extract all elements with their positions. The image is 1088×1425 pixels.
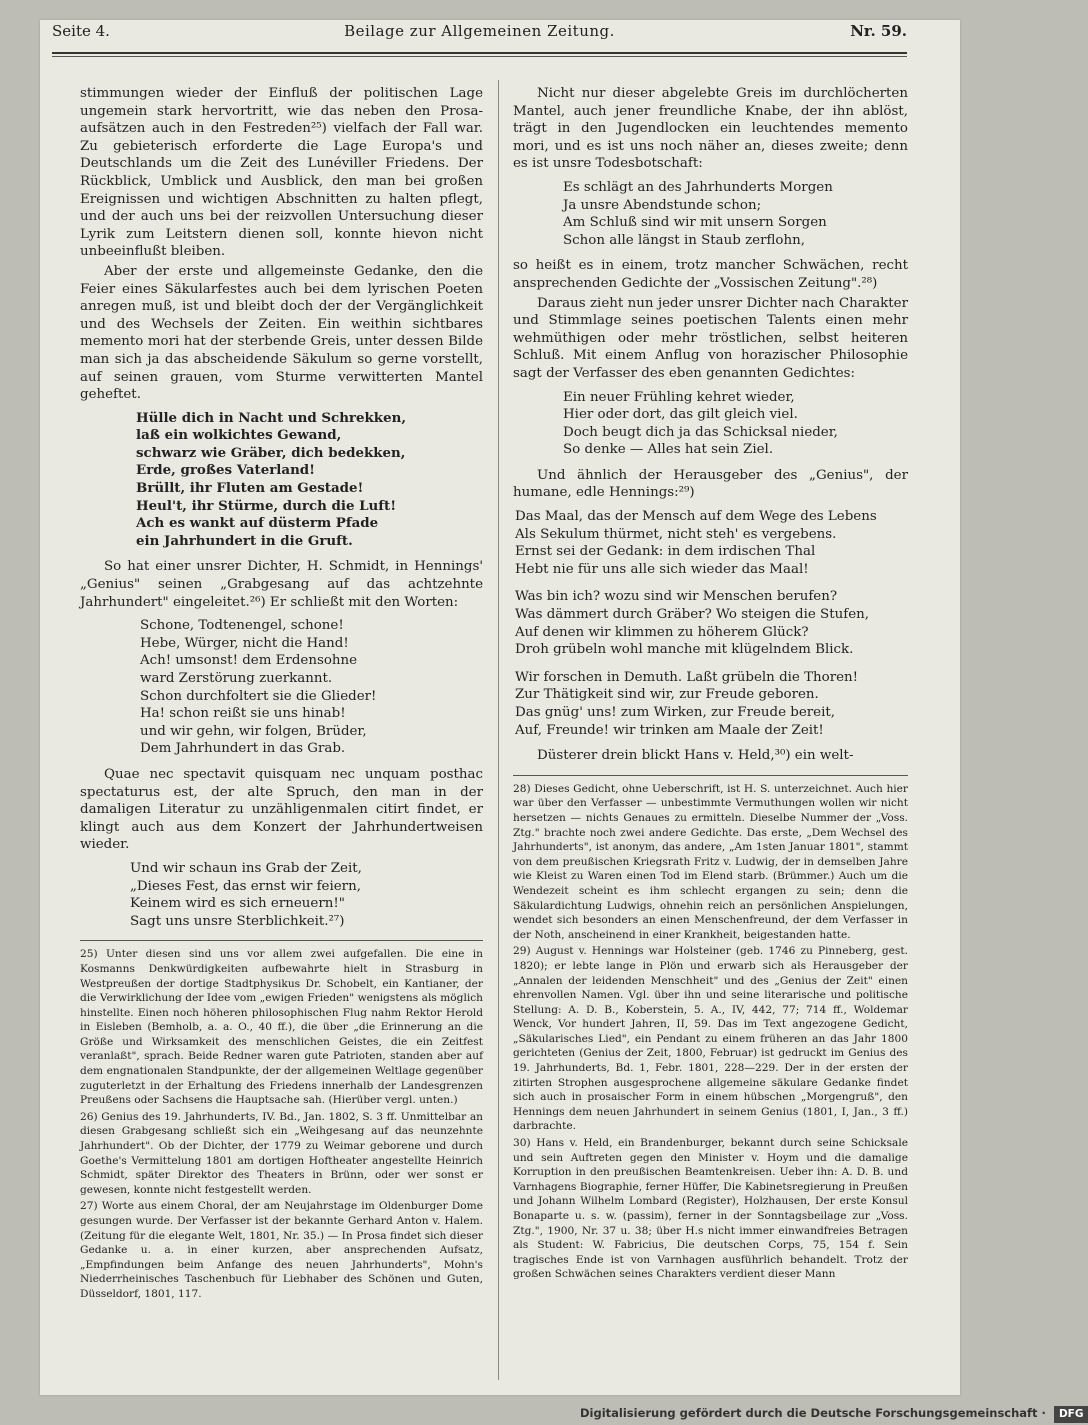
verse-line: laß ein wolkichtes Gewand, <box>136 427 342 444</box>
verse-line: Ja unsre Abendstunde schon; <box>563 197 762 213</box>
verse-line: Auf, Freunde! wir trinken am Maale der Zeit! <box>515 722 824 738</box>
paragraph: Und ähnlich der Herausgeber des „Genius", der humane, edle Hennings:²⁹) <box>513 467 908 501</box>
verse-line: Schon alle längst in Staub zerflohn, <box>563 232 805 248</box>
footnote-28: 28) Dieses Gedicht, ohne Ueberschrift, ist H. S. unterzeichnet. Auch hier war über den Verfasser — unbestimmte Vermuthungen wollen wir nicht hersetzen — nichts Genaues zu ermitteln. Dieselbe Nummer der „Voss. Ztg." brachte noch zwei andere Gedichte. Das erste, „Dem Wechsel des Jahrhunderts", ist anonym, das andere, „Am 1sten Januar 1801", stammt von dem preußischen Kriegsrath Fritz v. Ludwig, der in demselben Jahre wie Kleist zu Waren einen Tod im Elend starb. (Brümmer.) Auch um die Wendezeit scheint es ihm schlecht ergangen zu sein; denn die Säkulardichtung Ludwigs, ohnehin reich an persönlichen Anspielungen, wendet sich besonders an einen Menschenfreund, der dem Verfasser in der Noth, anscheinend in einer Krankheit, beigestanden hatte. <box>513 782 908 941</box>
stanza-gap <box>515 578 908 588</box>
poem-maal <box>515 508 908 739</box>
paragraph: Quae nec spectavit quisquam nec unquam posthac spectaturus est, der alte Spruch, den man in der damaligen Literatur zu unzähligenmalen citirt findet, er klingt auch aus dem Konzert der Jahrhundertweisen wieder. <box>80 766 483 853</box>
verse-line: ward Zerstörung zuerkannt. <box>140 671 333 686</box>
page-header <box>52 22 907 52</box>
poem-hulle <box>136 410 483 551</box>
verse-line: Droh grübeln wohl manche mit klügelndem Blick. <box>515 642 854 658</box>
header-rule-thin <box>52 56 907 57</box>
verse-line: Doch beugt dich ja das Schicksal nieder, <box>563 424 838 440</box>
publication-title: Beilage zur Allgemeinen Zeitung. <box>344 22 615 40</box>
verse-line: Hebe, Würger, nicht die Hand! <box>140 635 349 651</box>
paragraph: stimmungen wieder der Einfluß der politischen Lage ungemein stark hervortritt, wie das neben den Prosa-aufsätzen auch in den Festreden²⁵) vielfach der Fall war. Zu gebieterisch erforderte die Lage Europa's und Deutschlands um die Zeit des Lunéviller Friedens. Der Rückblick, Umblick und Ausblick, den man bei großen Ereignissen und wichtigen Abschnitten zu halten pflegt, und der auch uns bei der reizvollen Untersuchung dieser Lyrik zum Leitstern dienen soll, konnte hievon nicht unbeeinflußt bleiben. <box>80 86 483 260</box>
issue-number: Nr. 59. <box>850 22 907 40</box>
verse-line: Dem Jahrhundert in das Grab. <box>140 741 346 757</box>
verse-line: So denke — Alles hat sein Ziel. <box>563 442 774 458</box>
verse-line: Schon durchfoltert sie die Glieder! <box>140 688 377 704</box>
verse-line: Was bin ich? wozu sind wir Menschen berufen? <box>515 589 838 605</box>
paragraph: Nicht nur dieser abgelebte Greis im durchlöcherten Mantel, auch jener freundliche Knabe, der ihn ablöst, trägt in den Jugendlocken ein leuchtendes memento mori, und es ist uns noch näher an, dieses zweite; denn es ist unsre Todesbotschaft: <box>513 86 908 172</box>
verse-line: Brüllt, ihr Fluten am Gestade! <box>136 480 364 497</box>
right-column <box>513 85 908 1284</box>
verse-line: ein Jahrhundert in die Gruft. <box>136 532 353 549</box>
verse-line: schwarz wie Gräber, dich bedekken, <box>136 444 406 461</box>
credit-text: Digitalisierung gefördert durch die Deutsche Forschungsgemeinschaft · <box>580 1406 1046 1420</box>
verse-line: „Dieses Fest, das ernst wir feiern, <box>130 878 361 894</box>
verse-line: Das gnüg' uns! zum Wirken, zur Freude bereit, <box>515 705 836 720</box>
verse-line: Hebt nie für uns alle sich wieder das Maal! <box>515 561 809 577</box>
paragraph: So hat einer unsrer Dichter, H. Schmidt, in Hennings' „Genius" seinen „Grabgesang auf das achtzehnte Jahrhundert" eingeleitet.²⁶) Er schließt mit den Worten: <box>80 559 483 610</box>
paragraph: Daraus zieht nun jeder unsrer Dichter nach Charakter und Stimmlage seines poetischen Talents einen mehr wehmüthigen oder mehr tröstlichen, selbst heiteren Schluß. Mit einem Anflug von horazischer Philosophie sagt der Verfasser des eben genannten Gedichtes: <box>513 295 908 381</box>
verse-line: Schone, Todtenengel, schone! <box>140 618 344 634</box>
poem-fruehling <box>563 389 908 459</box>
verse-line: Ein neuer Frühling kehret wieder, <box>563 389 795 405</box>
verse-line: Ach! umsonst! dem Erdensohne <box>140 653 358 669</box>
verse-line: Keinem wird es sich erneuern!" <box>130 896 345 912</box>
verse-line: Erde, großes Vaterland! <box>136 462 316 479</box>
verse-line: Zur Thätigkeit sind wir, zur Freude geboren. <box>515 687 819 703</box>
verse-line: Wir forschen in Demuth. Laßt grübeln die Thoren! <box>515 669 859 685</box>
column-divider <box>498 80 499 1380</box>
verse-line: Das Maal, das der Mensch auf dem Wege des Lebens <box>515 509 877 525</box>
verse-line: Am Schluß sind wir mit unsern Sorgen <box>563 215 827 231</box>
paragraph: so heißt es in einem, trotz mancher Schwächen, recht ansprechenden Gedichte der „Vossischen Zeitung".²⁸) <box>513 258 908 291</box>
footnote-26: 26) Genius des 19. Jahrhunderts, IV. Bd., Jan. 1802, S. 3 ff. Unmittelbar an diesen Grabgesang schließt sich ein „Weihgesang auf das neunzehnte Jahrhundert". Ob der Dichter, der 1779 zu Weimar geborene und durch Goethe's Vermittelung 1801 am dortigen Hoftheater angestellte Heinrich Schmidt, später Direktor des Theaters in Brünn, oder wer sonst er gewesen, konnte nicht festgestellt werden. <box>80 1110 483 1196</box>
verse-line: und wir gehn, wir folgen, Brüder, <box>140 723 367 739</box>
verse-line: Und wir schaun ins Grab der Zeit, <box>130 860 362 876</box>
poem-morgen <box>563 179 908 249</box>
verse-line: Sagt uns unsre Sterblichkeit.²⁷) <box>130 913 345 929</box>
header-rule <box>52 52 907 54</box>
footnote-rule <box>80 940 483 941</box>
verse-line: Als Sekulum thürmet, nicht steh' es vergebens. <box>515 526 837 542</box>
footnote-25: 25) Unter diesen sind uns vor allem zwei aufgefallen. Die eine in Kosmanns Denkwürdigkeiten aufbewahrte hielt in Strasburg in Westpreußen der dortige Stadtphysikus Dr. Schobelt, ein Kantianer, der die Verwirklichung der Idee vom „ewigen Frieden" wenigstens als möglich hinstellte. Einen noch höheren philosophischen Flug nahm Rektor Herold in Eisleben (Bemholb, a. a. O., 40 ff.), die über „die Erinnerung an die Größe und Wirksamkeit des menschlichen Geistes, die ein Zeitfest veranlaßt", sprach. Beide Redner waren gute Patrioten, standen aber auf dem engnationalen Standpunkte, der der allgemeinen Weltlage gegenüber zuguterletzt in der Erhaltung des Friedens innerhalb der Landesgrenzen Preußens oder Sachsens die Hauptsache sah. (Hierüber vergl. unten.) <box>80 948 483 1107</box>
verse-line: Es schlägt an des Jahrhunderts Morgen <box>563 179 833 195</box>
page-number: Seite 4. <box>52 22 110 40</box>
dfg-logo: DFG <box>1054 1406 1088 1423</box>
digitization-credit <box>580 1402 1084 1425</box>
verse-line: Was dämmert durch Gräber? Wo steigen die Stufen, <box>515 607 870 623</box>
poem-schone <box>140 617 483 758</box>
footnote-30: 30) Hans v. Held, ein Brandenburger, bekannt durch seine Schicksale und sein Auftreten gegen den Minister v. Hoym und die damalige Korruption in den preußischen Beamtenkreisen. Ueber ihn: A. D. B. und Varnhagens Biographie, ferner Hüffer, Die Kabinetsregierung in Preußen und Johann Wilhelm Lombard (Register), Holzhausen, Der erste Konsul Bonaparte u. s. w. (passim), ferner in der Sonntagsbeilage zur „Voss. Ztg.", 1900, Nr. 37 u. 38; über H.s nicht immer einwandfreies Betragen als Student: W. Fabricius, Die deutschen Corps, 75, 154 f. Sein tragisches Ende ist von Varnhagen ausführlich behandelt. Trotz der großen Schwächen seines Charakters verdient dieser Mann <box>513 1137 908 1281</box>
poem-grab-der-zeit <box>130 860 483 930</box>
verse-line: Auf denen wir klimmen zu höherem Glück? <box>515 624 809 640</box>
paragraph: Düsterer drein blickt Hans v. Held,³⁰) ein welt- <box>537 748 854 764</box>
left-column <box>80 85 483 1304</box>
verse-line: Ha! schon reißt sie uns hinab! <box>140 706 346 722</box>
paragraph: Aber der erste und allgemeinste Gedanke, den die Feier eines Säkularfestes auch bei dem lyrischen Poeten anregen muß, ist und bleibt doch der der Vergänglichkeit und des Wechsels der Zeiten. Ein weithin sichtbares memento mori hat der sterbende Greis, unter dessen Bilde man sich ja das abscheidende Säkulum so gerne vorstellt, auf seinen grauen, vom Sturme verwitterten Mantel geheftet. <box>80 263 483 403</box>
verse-line: Heul't, ihr Stürme, durch die Luft! <box>136 497 397 514</box>
stanza-gap <box>515 659 908 669</box>
verse-line: Ach es wankt auf düsterm Pfade <box>136 515 379 532</box>
footnote-29: 29) August v. Hennings war Holsteiner (geb. 1746 zu Pinneberg, gest. 1820); er lebte lange in Plön und erwarb sich als Herausgeber der „Annalen der leidenden Menschheit" und des „Genius der Zeit" einen ehrenvollen Namen. Vgl. über ihn und seine literarische und politische Stellung: A. D. B., Koberstein, 5. A., IV, 442, 77; 714 ff., Woldemar Wenck, Vor hundert Jahren, II, 59. Das im Text angezogene Gedicht, „Säkularisches Lied", ein Pendant zu einem früheren an das Jahr 1800 gerichteten (Genius der Zeit, 1800, Februar) ist gedruckt im Genius des 19. Jahrhunderts, Bd. 1, Febr. 1801, 228—229. Der in der ersten der zitirten Strophen ausgesprochene allgemeine säkulare Gedanke findet sich auch in prosaischer Form in einem hübschen „Morgengruß", den Hennings dem neuen Jahrhundert in seinem Genius (1801, I, Jan., 3 ff.) darbrachte. <box>513 945 908 1133</box>
verse-line: Hülle dich in Nacht und Schrekken, <box>136 409 406 426</box>
footnote-27: 27) Worte aus einem Choral, der am Neujahrstage im Oldenburger Dome gesungen wurde. Der Verfasser ist der bekannte Gerhard Anton v. Halem. (Zeitung für die elegante Welt, 1801, Nr. 35.) — In Prosa findet sich dieser Gedanke u. a. in einer kurzen, aber ansprechenden Aufsatz, „Empfindungen beim Anfange des neuen Jahrhunderts", Mohn's Niederrheinisches Taschenbuch für Liebhaber des Schönen und Guten, Düsseldorf, 1801, 117. <box>80 1200 483 1300</box>
verse-line: Hier oder dort, das gilt gleich viel. <box>563 407 798 423</box>
footnote-rule <box>513 775 908 776</box>
verse-line: Ernst sei der Gedank: in dem irdischen Thal <box>515 544 816 560</box>
